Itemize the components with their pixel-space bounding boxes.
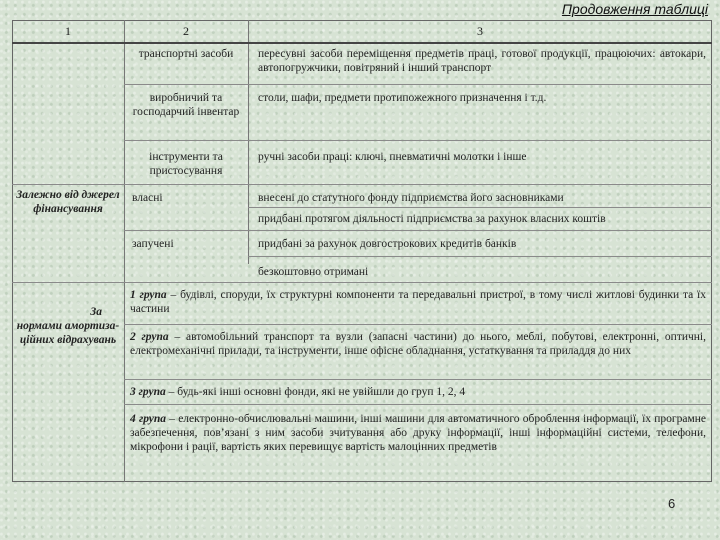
row-transport-desc: пересувні засоби переміщення предметів праці, готової продукції, працюючих: автокари, автопогружчики, повітряний і інший транспорт <box>258 48 706 74</box>
row-divider <box>124 404 712 405</box>
row-divider <box>248 256 712 257</box>
category-amortization-line1: За <box>90 306 102 318</box>
category-financing: Залежно від джерел фінансування <box>16 189 120 215</box>
row-divider <box>124 324 712 325</box>
financing-borrowed-1: придбані за рахунок довгострокових кредитів банків <box>258 238 517 250</box>
row-inventory-desc: столи, шафи, предмети протипожежного призначення і т.д. <box>258 92 547 104</box>
row-divider <box>124 84 712 85</box>
row-divider <box>124 379 712 380</box>
group-1-label: 1 група <box>130 289 167 301</box>
section-divider <box>12 184 712 185</box>
financing-borrowed-label: запучені <box>132 238 174 250</box>
row-tools-desc: ручні засоби праці: ключі, пневматичні молотки і інше <box>258 151 527 163</box>
page-number: 6 <box>668 496 676 511</box>
row-tools-name: інструменти та пристосування <box>149 151 223 177</box>
group-4 <box>130 412 706 454</box>
col-divider-2 <box>248 20 249 264</box>
header-divider <box>12 42 712 44</box>
group-1-text: – будівлі, споруди, їх структурні компоненти та передавальні пристрої, в тому числі житлові будинки та їх частини <box>130 289 706 315</box>
section-divider <box>12 282 712 283</box>
group-4-text: – електронно-обчислювальні машини, інші машини для автоматичного оброблення інформації, їх програмне забезпечення, пов’язані з ним засоби зчитування або друку інформації, інші інформаційні системи, телефони, мікрофони і рації, вартість яких перевищує вартість малоцінних предметів <box>130 413 706 453</box>
row-inventory-name: виробничий та господарчий інвентар <box>132 92 240 118</box>
row-divider <box>124 230 712 231</box>
header-col-1: 1 <box>65 24 71 38</box>
category-amortization <box>16 305 120 347</box>
group-3-label: 3 група <box>130 386 166 398</box>
group-2 <box>130 330 706 358</box>
col-divider-1 <box>124 20 125 482</box>
group-3-text: – будь-які інші основні фонди, які не увійшли до груп 1, 2, 4 <box>165 386 466 398</box>
financing-borrowed-2: безкоштовно отримані <box>258 266 369 278</box>
page-title: Продовження таблиці <box>561 1 708 17</box>
financing-own-1: внесені до статутного фонду підприємства його засновниками <box>258 192 564 204</box>
group-2-text: – автомобільний транспорт та вузли (запасні частини) до нього, меблі, побутові, електронні, оптичні, електромеханічні прилади, та інструменти, інше офісне обладнання, устаткування та приладдя до них <box>130 331 707 357</box>
group-2-label: 2 група <box>130 331 169 343</box>
group-1 <box>130 288 706 316</box>
group-3 <box>130 385 706 399</box>
classification-table <box>12 20 712 482</box>
row-divider <box>124 140 712 141</box>
financing-own-2: придбані протягом діяльності підприємства за рахунок власних коштів <box>258 213 606 225</box>
row-divider <box>248 207 712 208</box>
header-col-2: 2 <box>183 24 189 38</box>
category-amortization-rest: нормами амортиза-ційних відрахувань <box>16 320 120 346</box>
row-transport-name: транспортні засоби <box>138 48 234 60</box>
financing-own-label: власні <box>132 192 163 204</box>
group-4-label: 4 група <box>130 413 167 425</box>
header-col-3: 3 <box>477 24 483 38</box>
